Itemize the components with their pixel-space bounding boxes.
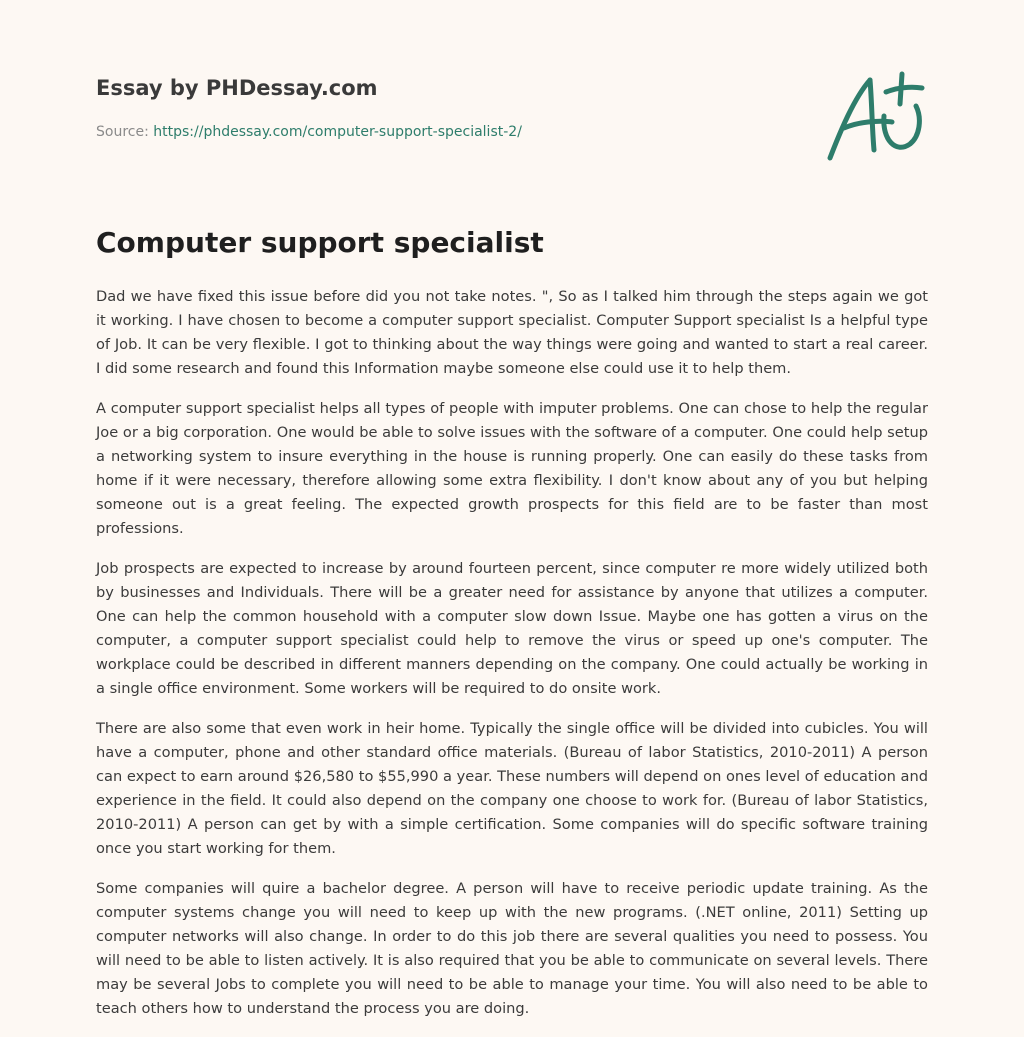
site-title: Essay by PHDessay.com	[96, 76, 378, 100]
source-label: Source:	[96, 124, 149, 140]
essay-paragraph: There are also some that even work in heir home. Typically the single office will be divided into cubicles. You will have a computer, phone and other standard office materials. (Bureau of labor Statistics, 2010-2011) A person can expect to earn around $26,580 to $55,990 a year. These numbers will depend on ones level of education and experience in the field. It could also depend on the company one choose to work for. (Bureau of labor Statistics, 2010-2011) A person can get by with a simple certification. Some companies will do specific software training once you start working for them.	[96, 720, 928, 857]
essay-body	[96, 285, 928, 1037]
essay-paragraph: A computer support specialist helps all types of people with imputer problems. One can chose to help the regular Joe or a big corporation. One would be able to solve issues with the software of a computer. One could help setup a networking system to insure everything in the house is running properly. One can easily do these tasks from home if it were necessary, therefore allowing some extra flexibility. I don't know about any of you but helping someone out is a great feeling. The expected growth prospects for this field are to be faster than most professions.	[96, 400, 928, 537]
essay-paragraph: Some companies will quire a bachelor degree. A person will have to receive periodic update training. As the computer systems change you will need to keep up with the new programs. (.NET online, 2011) Setting up computer networks will also change. In order to do this job there are several qualities you need to possess. You will need to be able to listen actively. It is also required that you be able to communicate on several levels. There may be several Jobs to complete you will need to be able to manage your time. You will also need to be able to teach others how to understand the process you are doing.	[96, 880, 928, 1017]
source-line	[96, 124, 522, 140]
a-plus-logo-icon	[826, 70, 926, 162]
essay-paragraph: Job prospects are expected to increase by around fourteen percent, since computer re more widely utilized both by businesses and Individuals. There will be a greater need for assistance by anyone that utilizes a computer. One can help the common household with a computer slow down Issue. Maybe one has gotten a virus on the computer, a computer support specialist could help to remove the virus or speed up one's computer. The workplace could be described in different manners depending on the company. One could actually be working in a single office environment. Some workers will be required to do onsite work.	[96, 560, 928, 697]
source-link[interactable]: https://phdessay.com/computer-support-specialist-2/	[153, 124, 522, 140]
essay-paragraph: Dad we have fixed this issue before did you not take notes. ", So as I talked him through the steps again we got it working. I have chosen to become a computer support specialist. Computer Support specialist Is a helpful type of Job. It can be very flexible. I got to thinking about the way things were going and wanted to start a real career. I did some research and found this Information maybe someone else could use it to help them.	[96, 288, 928, 377]
essay-title: Computer support specialist	[96, 226, 544, 259]
